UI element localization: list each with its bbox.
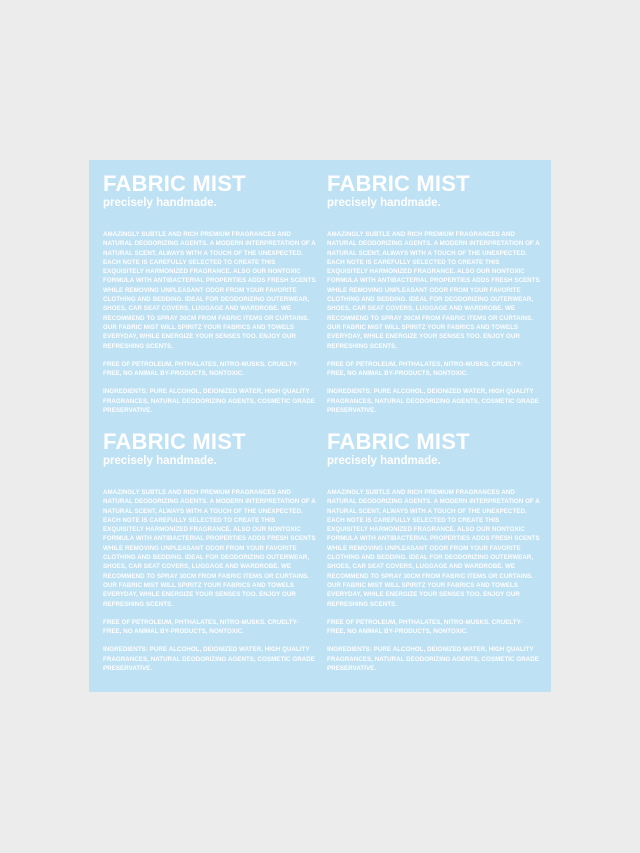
label-top-right — [327, 172, 541, 424]
label-title: FABRIC MIST — [103, 171, 246, 196]
label-ingredients: INGREDIENTS: PURE ALCOHOL, DEIONIZED WATER, HIGH QUALITY FRAGRANCES, NATURAL DEODORIZING AGENTS, COSMETIC GRADE PRESERVATIVE. — [327, 388, 539, 415]
label-description: AMAZINGLY SUBTLE AND RICH PREMIUM FRAGRANCES AND NATURAL DEODORIZING AGENTS. A MODERN INTERPRETATION OF A NATURAL SCENT, ALWAYS WITH A TOUCH OF THE UNEXPECTED. EACH NOTE IS CAREFULLY SELECTED TO CREATE THIS EXQUISITELY HARMONIZED FRAGRANCE. ALSO OUR NONTOXIC FORMULA WITH ANTIBACTERIAL PROPERTIES ADDS FRESH SCENTS WHILE REMOVING UNPLEASANT ODOR FROM YOUR FAVORITE CLOTHING AND BEDDING. IDEAL FOR DEODORIZING OUTERWEAR, SHOES, CAR SEAT COVERS, LUGGAGE AND WARDROBE. WE RECOMMEND TO SPRAY 30CM FROM FABRIC ITEMS OR CURTAINS. OUR FABRIC MIST WILL SPIRITZ YOUR FABRICS AND TOWELS EVERYDAY, WHILE ENERGIZE YOUR SENSES TOO. ENJOY OUR REFRESHING SCENTS. — [103, 231, 316, 350]
label-subtitle: precisely handmade. — [327, 455, 441, 467]
label-description: AMAZINGLY SUBTLE AND RICH PREMIUM FRAGRANCES AND NATURAL DEODORIZING AGENTS. A MODERN INTERPRETATION OF A NATURAL SCENT, ALWAYS WITH A TOUCH OF THE UNEXPECTED. EACH NOTE IS CAREFULLY SELECTED TO CREATE THIS EXQUISITELY HARMONIZED FRAGRANCE. ALSO OUR NONTOXIC FORMULA WITH ANTIBACTERIAL PROPERTIES ADDS FRESH SCENTS WHILE REMOVING UNPLEASANT ODOR FROM YOUR FAVORITE CLOTHING AND BEDDING. IDEAL FOR DEODORIZING OUTERWEAR, SHOES, CAR SEAT COVERS, LUGGAGE AND WARDROBE. WE RECOMMEND TO SPRAY 30CM FROM FABRIC ITEMS OR CURTAINS. OUR FABRIC MIST WILL SPIRITZ YOUR FABRICS AND TOWELS EVERYDAY, WHILE ENERGIZE YOUR SENSES TOO. ENJOY OUR REFRESHING SCENTS. — [103, 489, 316, 608]
label-free-of: FREE OF PETROLEUM, PHTHALATES, NITRO-MUSKS. CRUELTY-FREE, NO ANIMAL BY-PRODUCTS, NONTOXIC. — [103, 618, 299, 636]
label-description: AMAZINGLY SUBTLE AND RICH PREMIUM FRAGRANCES AND NATURAL DEODORIZING AGENTS. A MODERN INTERPRETATION OF A NATURAL SCENT, ALWAYS WITH A TOUCH OF THE UNEXPECTED. EACH NOTE IS CAREFULLY SELECTED TO CREATE THIS EXQUISITELY HARMONIZED FRAGRANCE. ALSO OUR NONTOXIC FORMULA WITH ANTIBACTERIAL PROPERTIES ADDS FRESH SCENTS WHILE REMOVING UNPLEASANT ODOR FROM YOUR FAVORITE CLOTHING AND BEDDING. IDEAL FOR DEODORIZING OUTERWEAR, SHOES, CAR SEAT COVERS, LUGGAGE AND WARDROBE. WE RECOMMEND TO SPRAY 30CM FROM FABRIC ITEMS OR CURTAINS. OUR FABRIC MIST WILL SPIRITZ YOUR FABRICS AND TOWELS EVERYDAY, WHILE ENERGIZE YOUR SENSES TOO. ENJOY OUR REFRESHING SCENTS. — [327, 231, 540, 350]
label-title: FABRIC MIST — [327, 429, 470, 454]
label-ingredients: INGREDIENTS: PURE ALCOHOL, DEIONIZED WATER, HIGH QUALITY FRAGRANCES, NATURAL DEODORIZING AGENTS, COSMETIC GRADE PRESERVATIVE. — [103, 646, 315, 673]
label-free-of: FREE OF PETROLEUM, PHTHALATES, NITRO-MUSKS. CRUELTY-FREE, NO ANIMAL BY-PRODUCTS, NONTOXIC. — [327, 360, 523, 378]
label-subtitle: precisely handmade. — [103, 197, 217, 209]
label-title: FABRIC MIST — [103, 429, 246, 454]
label-sheet — [89, 160, 551, 692]
label-bottom-right — [327, 430, 541, 682]
label-ingredients: INGREDIENTS: PURE ALCOHOL, DEIONIZED WATER, HIGH QUALITY FRAGRANCES, NATURAL DEODORIZING AGENTS, COSMETIC GRADE PRESERVATIVE. — [327, 646, 539, 673]
label-ingredients: INGREDIENTS: PURE ALCOHOL, DEIONIZED WATER, HIGH QUALITY FRAGRANCES, NATURAL DEODORIZING AGENTS, COSMETIC GRADE PRESERVATIVE. — [103, 388, 315, 415]
label-top-left — [103, 172, 317, 424]
label-title: FABRIC MIST — [327, 171, 470, 196]
label-description: AMAZINGLY SUBTLE AND RICH PREMIUM FRAGRANCES AND NATURAL DEODORIZING AGENTS. A MODERN INTERPRETATION OF A NATURAL SCENT, ALWAYS WITH A TOUCH OF THE UNEXPECTED. EACH NOTE IS CAREFULLY SELECTED TO CREATE THIS EXQUISITELY HARMONIZED FRAGRANCE. ALSO OUR NONTOXIC FORMULA WITH ANTIBACTERIAL PROPERTIES ADDS FRESH SCENTS WHILE REMOVING UNPLEASANT ODOR FROM YOUR FAVORITE CLOTHING AND BEDDING. IDEAL FOR DEODORIZING OUTERWEAR, SHOES, CAR SEAT COVERS, LUGGAGE AND WARDROBE. WE RECOMMEND TO SPRAY 30CM FROM FABRIC ITEMS OR CURTAINS. OUR FABRIC MIST WILL SPIRITZ YOUR FABRICS AND TOWELS EVERYDAY, WHILE ENERGIZE YOUR SENSES TOO. ENJOY OUR REFRESHING SCENTS. — [327, 489, 540, 608]
label-bottom-left — [103, 430, 317, 682]
label-free-of: FREE OF PETROLEUM, PHTHALATES, NITRO-MUSKS. CRUELTY-FREE, NO ANIMAL BY-PRODUCTS, NONTOXIC. — [103, 360, 299, 378]
label-subtitle: precisely handmade. — [103, 455, 217, 467]
label-subtitle: precisely handmade. — [327, 197, 441, 209]
label-free-of: FREE OF PETROLEUM, PHTHALATES, NITRO-MUSKS. CRUELTY-FREE, NO ANIMAL BY-PRODUCTS, NONTOXIC. — [327, 618, 523, 636]
